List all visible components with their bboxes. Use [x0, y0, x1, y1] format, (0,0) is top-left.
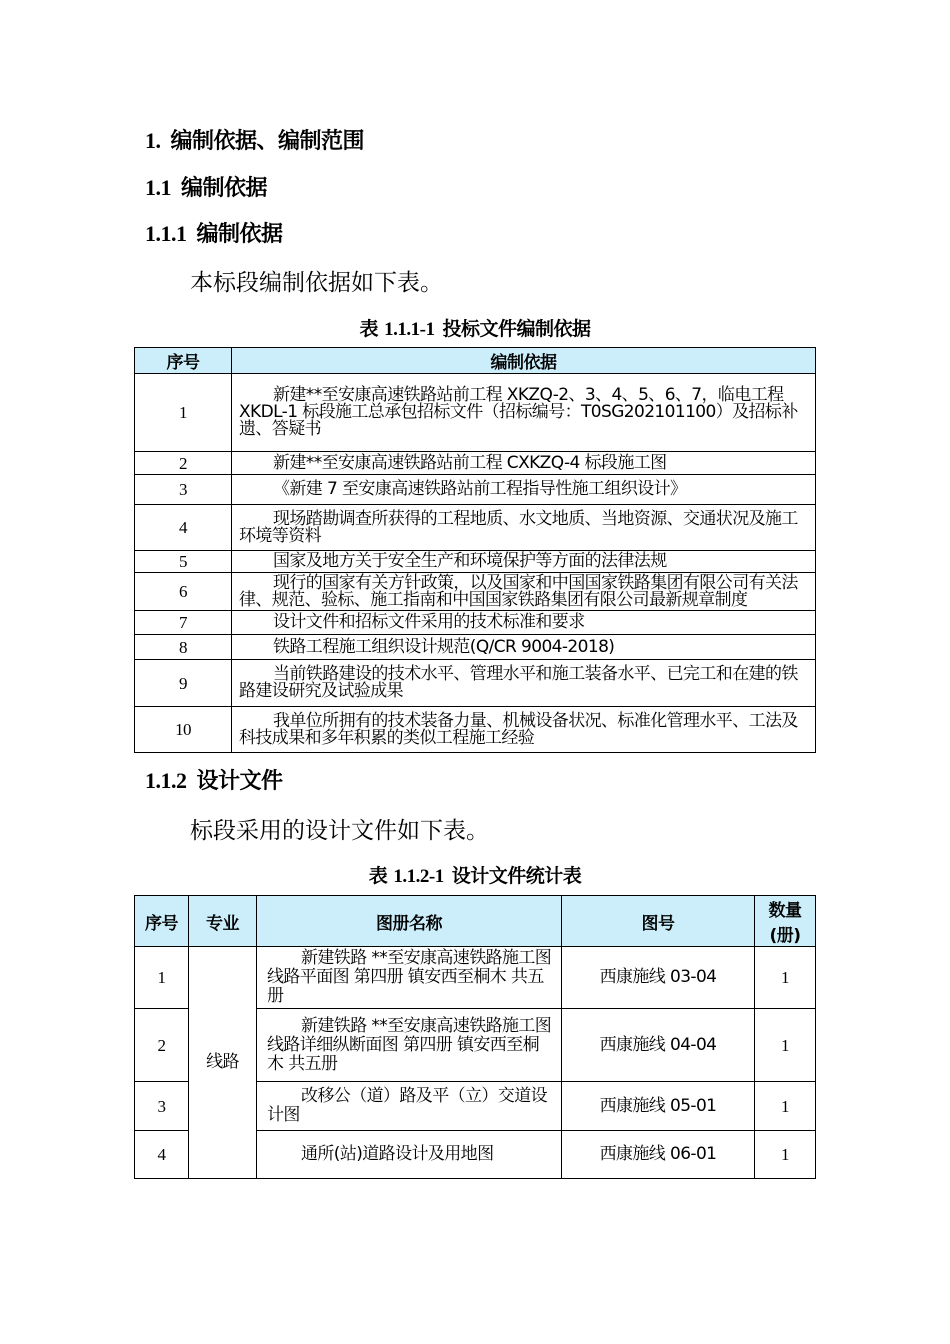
row-index: 8 [135, 635, 232, 660]
row-index: 4 [135, 1131, 189, 1179]
table-row [135, 551, 816, 573]
row-text: 当前铁路建设的技术水平、管理水平和施工装备水平、已完工和在建的铁路建设研究及试验成果 [232, 660, 816, 707]
table-header-row [135, 896, 816, 947]
row-index: 2 [135, 452, 232, 475]
row-drawing-no: 西康施线 04-04 [562, 1009, 755, 1082]
heading-1-1-1 [145, 217, 283, 248]
row-text: 我单位所拥有的技术装备力量、机械设备状况、标准化管理水平、工法及科技成果和多年积累的类似工程施工经验 [232, 707, 816, 753]
heading-text: 编制依据 [196, 222, 283, 247]
table-row [135, 707, 816, 753]
row-drawing-no: 西康施线 06-01 [562, 1131, 755, 1179]
row-quantity: 1 [755, 1009, 816, 1082]
caption-number: 1.1.1-1 [384, 319, 435, 340]
row-volume-name: 新建铁路 **至安康高速铁路施工图线路详细纵断面图 第四册 镇安西至桐木 共五册 [257, 1009, 562, 1082]
row-index: 5 [135, 551, 232, 573]
caption-number: 1.1.2-1 [393, 866, 444, 887]
table-row [135, 660, 816, 707]
heading-number: 1. [145, 128, 161, 153]
row-quantity: 1 [755, 1131, 816, 1179]
row-drawing-no: 西康施线 05-01 [562, 1082, 755, 1131]
heading-1-1-2 [145, 764, 283, 795]
heading-text: 设计文件 [196, 769, 283, 794]
row-index: 10 [135, 707, 232, 753]
header-specialty: 专业 [189, 896, 257, 947]
heading-1 [145, 124, 364, 155]
row-quantity: 1 [755, 947, 816, 1009]
row-text: 《新建 7 至安康高速铁路站前工程指导性施工组织设计》 [232, 475, 816, 505]
table-row [135, 611, 816, 635]
row-quantity: 1 [755, 1082, 816, 1131]
table1-caption [0, 314, 950, 341]
heading-text: 编制依据 [181, 176, 268, 201]
table-row [135, 947, 816, 1009]
heading-number: 1.1 [145, 175, 171, 200]
row-index: 1 [135, 947, 189, 1009]
table-row [135, 475, 816, 505]
header-quantity: 数量(册) [755, 896, 816, 947]
caption-text: 投标文件编制依据 [442, 318, 591, 340]
row-text: 现行的国家有关方针政策，以及国家和中国国家铁路集团有限公司有关法律、规范、验标、施工指南和中国国家铁路集团有限公司最新规章制度 [232, 573, 816, 611]
row-index: 1 [135, 374, 232, 452]
header-drawing-no: 图号 [562, 896, 755, 947]
basis-table [134, 347, 816, 753]
row-text: 国家及地方关于安全生产和环境保护等方面的法律法规 [232, 551, 816, 573]
row-index: 4 [135, 505, 232, 551]
row-text: 新建**至安康高速铁路站前工程 XKZQ-2、3、4、5、6、7，临电工程 XKDL-1 标段施工总承包招标文件（招标编号：T0SG202101100）及招标补遗、答疑书 [232, 374, 816, 452]
row-index: 6 [135, 573, 232, 611]
paragraph-design-intro: 标段采用的设计文件如下表。 [190, 818, 489, 844]
heading-number: 1.1.2 [145, 768, 187, 793]
header-basis: 编制依据 [232, 348, 816, 374]
row-index: 7 [135, 611, 232, 635]
caption-text: 设计文件统计表 [451, 865, 582, 887]
row-volume-name: 改移公（道）路及平（立）交道设计图 [257, 1082, 562, 1131]
row-volume-name: 通所(站)道路设计及用地图 [257, 1131, 562, 1179]
row-text: 设计文件和招标文件采用的技术标准和要求 [232, 611, 816, 635]
heading-text: 编制依据、编制范围 [170, 129, 365, 154]
caption-prefix: 表 [359, 318, 379, 340]
paragraph-basis-intro: 本标段编制依据如下表。 [190, 270, 443, 296]
header-index: 序号 [135, 348, 232, 374]
table-row [135, 635, 816, 660]
table-row [135, 573, 816, 611]
row-drawing-no: 西康施线 03-04 [562, 947, 755, 1009]
table-header-row [135, 348, 816, 374]
row-index: 3 [135, 475, 232, 505]
row-index: 3 [135, 1082, 189, 1131]
table-row [135, 505, 816, 551]
row-text: 新建**至安康高速铁路站前工程 CXKZQ-4 标段施工图 [232, 452, 816, 475]
heading-number: 1.1.1 [145, 221, 187, 246]
table2-caption [0, 861, 950, 888]
header-volume-name: 图册名称 [257, 896, 562, 947]
heading-1-1 [145, 171, 267, 202]
row-index: 2 [135, 1009, 189, 1082]
row-text: 现场踏勘调查所获得的工程地质、水文地质、当地资源、交通状况及施工环境等资料 [232, 505, 816, 551]
table-row [135, 452, 816, 475]
caption-prefix: 表 [368, 865, 388, 887]
row-volume-name: 新建铁路 **至安康高速铁路施工图 线路平面图 第四册 镇安西至桐木 共五册 [257, 947, 562, 1009]
row-specialty: 线路 [189, 947, 257, 1179]
design-files-table [134, 895, 816, 1179]
header-index: 序号 [135, 896, 189, 947]
row-text: 铁路工程施工组织设计规范(Q/CR 9004-2018) [232, 635, 816, 660]
table-row [135, 374, 816, 452]
row-index: 9 [135, 660, 232, 707]
